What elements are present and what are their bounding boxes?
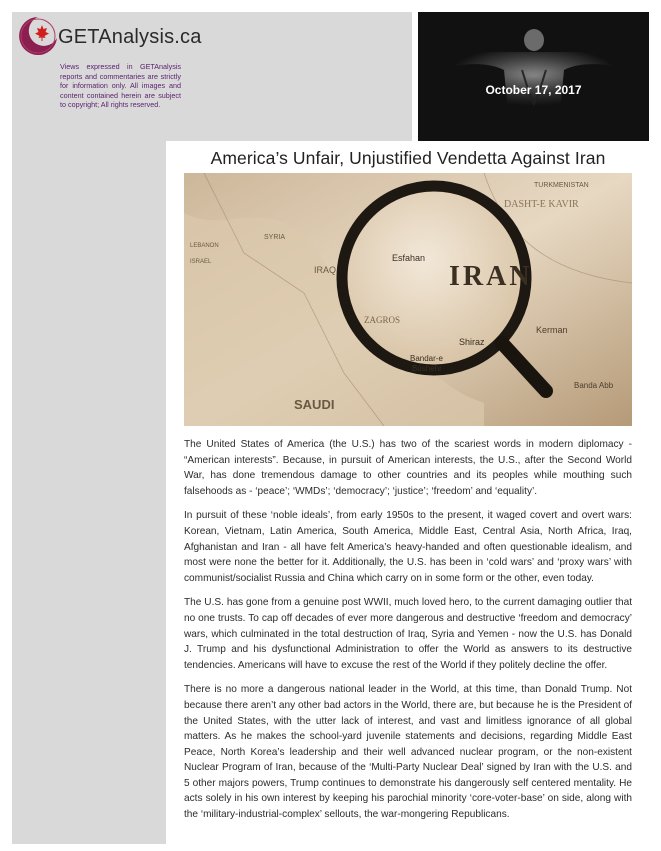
article-title: America’s Unfair, Unjustified Vendetta Against Iran bbox=[210, 148, 606, 168]
article-paragraph-3: The U.S. has gone from a genuine post WWII, much loved hero, to the current damaging outlier that no one trusts. To cap off decades of ever more dangerous and destructive ‘freedom and democracy’ wars, which culminated in the total destruction of Iraq, Syria and Yemen - now the U.S. has Donald J. Trump and his dysfunctional Administration to offer the World as answers to its destructive tendencies. Americans will have to excuse the rest of the World if they politely decline the offer. bbox=[184, 597, 632, 671]
left-sidebar-band bbox=[12, 12, 166, 844]
map-label-kerman: Kerman bbox=[536, 325, 568, 335]
map-label-bandar-bushehr: Bandar-e bbox=[410, 354, 443, 363]
map-label-saudi: SAUDI bbox=[294, 397, 335, 412]
date-banner bbox=[418, 12, 649, 141]
article-paragraph-4: There is no more a dangerous national leader in the World, at this time, than Donald Trump. Not because there aren’t any other bad actors in the World, there are, but because he is the President of the United States, with the utter lack of interest, and vast and limitless ignorance of all global matters. As he makes the school-yard juvenile statements and decisions, regarding Middle East Peace, North Korea’s leadership and their well advanced nuclear program, or the non-existent Nuclear Program of Iran, because of the ‘Multi-Party Nuclear Deal’ signed by Iran with the U.S. and 5 other majors powers, Trump continues to demonstrate his dangerously self centered mentality. He acts solely in his own interest by keeping his parochial minority ‘core-voter-base’ on side, along with the ‘military-industrial-complex’ sellouts, the war-mongering Republicans. bbox=[184, 684, 632, 821]
map-label-iraq: IRAQ bbox=[314, 265, 337, 275]
map-label-israel: ISRAEL bbox=[190, 259, 212, 265]
article-paragraph-2: In pursuit of these ‘noble ideals’, from early 1950s to the present, it waged covert and overt wars: Korean, Vietnam, Latin America, South America, Middle East, Central Asia, North Africa, Iraq, Afghanistan and Iran - all have felt America’s heavy-handed and often questionable idealism, and most were none the better for it. Additionally, the U.S. has been in ‘cold wars’ and ‘proxy wars’ with communist/socialist Russia and China which carry on in some form or the other, even today. bbox=[184, 510, 632, 584]
copyright-disclaimer: Views expressed in GETAnalysis reports and commentaries are strictly for information only. All images and content contained herein are subject to copyright; All rights reserved. bbox=[60, 62, 181, 110]
brand-name: GETAnalysis.ca bbox=[58, 26, 202, 48]
flexing-man-image bbox=[418, 12, 649, 141]
map-label-turkmenistan: TURKMENISTAN bbox=[534, 182, 589, 189]
map-label-syria: SYRIA bbox=[264, 234, 286, 241]
map-label-zagros: ZAGROS bbox=[364, 315, 401, 325]
hero-map-image bbox=[184, 173, 632, 426]
map-label-shiraz: Shiraz bbox=[459, 337, 485, 347]
map-label-bandar-abbas: Banda Abb bbox=[574, 381, 614, 390]
magnified-iran-label: IRAN bbox=[449, 261, 533, 292]
article-body bbox=[184, 437, 632, 832]
map-label-dasht-kavir: DASHT-E KAVIR bbox=[504, 199, 579, 210]
maple-leaf-crescent-icon bbox=[16, 14, 60, 58]
map-label-lebanon: LEBANON bbox=[190, 243, 219, 249]
publish-date: October 17, 2017 bbox=[485, 83, 582, 97]
svg-text:Būshehr: Būshehr bbox=[412, 364, 442, 373]
article-paragraph-1: The United States of America (the U.S.) has two of the scariest words in modern diplomacy - “American interests”. Because, in pursuit of American interests, the U.S., after the Second World War, has done tremendous damage to other countries and its peoples while mouthing such falsehoods as - ‘peace’; ‘WMDs’; ‘democracy’; ‘justice’; ‘freedom’ and ‘equality’. bbox=[184, 439, 632, 497]
map-label-esfahan: Esfahan bbox=[392, 253, 426, 263]
